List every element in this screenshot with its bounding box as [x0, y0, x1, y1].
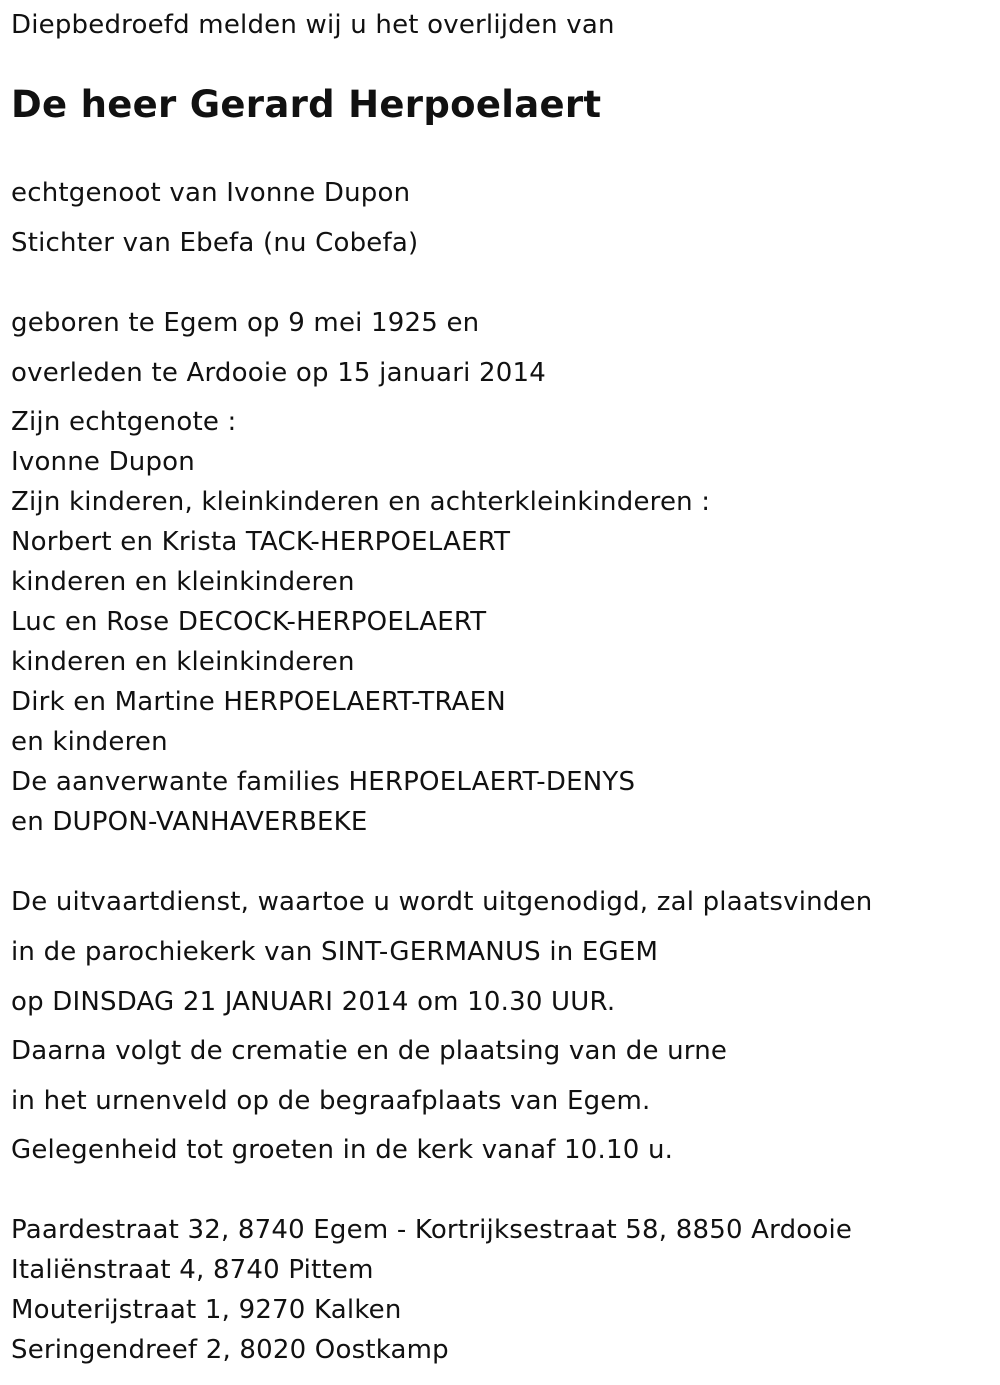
- service-line: op DINSDAG 21 JANUARI 2014 om 10.30 UUR.: [11, 987, 616, 1017]
- address-line: Italiënstraat 4, 8740 Pittem: [11, 1255, 374, 1285]
- family-line: kinderen en kleinkinderen: [11, 567, 355, 597]
- address-line: Seringendreef 2, 8020 Oostkamp: [11, 1335, 449, 1365]
- service-line: Gelegenheid tot groeten in de kerk vanaf 10.10 u.: [11, 1135, 674, 1165]
- birth-line: geboren te Egem op 9 mei 1925 en: [11, 308, 480, 338]
- deceased-name: De heer Gerard Herpoelaert: [11, 83, 602, 126]
- death-line: overleden te Ardooie op 15 januari 2014: [11, 358, 546, 388]
- family-line: Zijn kinderen, kleinkinderen en achterkleinkinderen :: [11, 487, 711, 517]
- address-line: Mouterijstraat 1, 9270 Kalken: [11, 1295, 402, 1325]
- family-line: kinderen en kleinkinderen: [11, 647, 355, 677]
- service-line: in de parochiekerk van SINT-GERMANUS in EGEM: [11, 937, 659, 967]
- family-line: en DUPON-VANHAVERBEKE: [11, 807, 368, 837]
- address-line: Paardestraat 32, 8740 Egem - Kortrijksestraat 58, 8850 Ardooie: [11, 1215, 853, 1245]
- spouse-line: echtgenoot van Ivonne Dupon: [11, 178, 411, 208]
- family-line: Zijn echtgenote :: [11, 407, 237, 437]
- service-line: Daarna volgt de crematie en de plaatsing van de urne: [11, 1036, 728, 1066]
- service-line: in het urnenveld op de begraafplaats van Egem.: [11, 1086, 651, 1116]
- family-line: Norbert en Krista TACK-HERPOELAERT: [11, 527, 511, 557]
- announcement-intro: Diepbedroefd melden wij u het overlijden van: [11, 10, 615, 40]
- service-line: De uitvaartdienst, waartoe u wordt uitgenodigd, zal plaatsvinden: [11, 887, 873, 917]
- family-line: De aanverwante families HERPOELAERT-DENYS: [11, 767, 636, 797]
- family-line: Ivonne Dupon: [11, 447, 195, 477]
- family-line: en kinderen: [11, 727, 168, 757]
- family-line: Dirk en Martine HERPOELAERT-TRAEN: [11, 687, 506, 717]
- founder-line: Stichter van Ebefa (nu Cobefa): [11, 228, 419, 258]
- family-line: Luc en Rose DECOCK-HERPOELAERT: [11, 607, 487, 637]
